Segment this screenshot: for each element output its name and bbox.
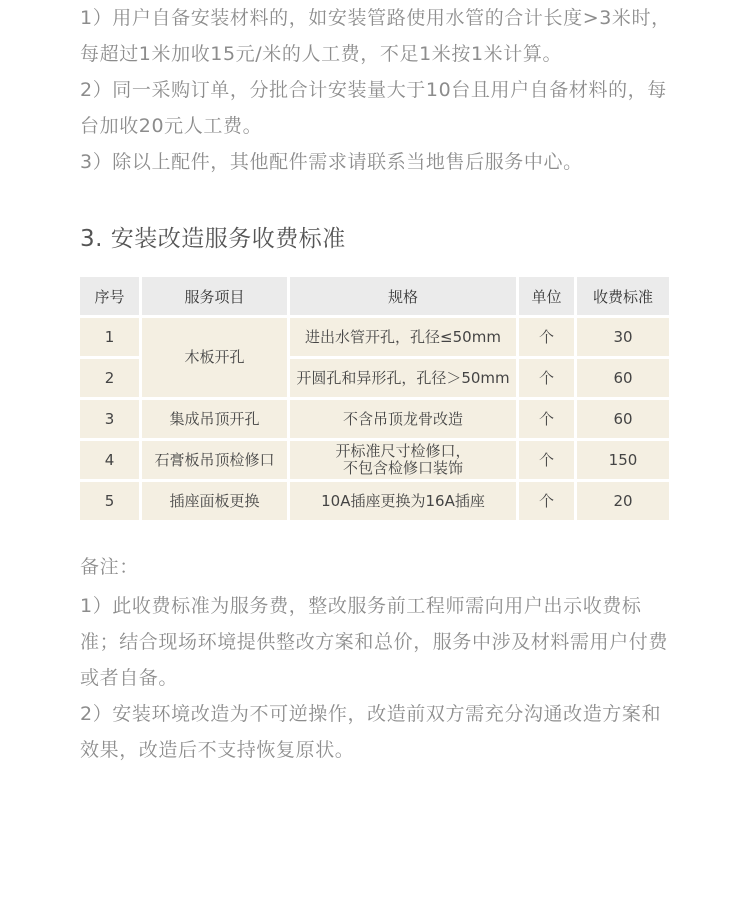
cell-fee: 60: [577, 400, 669, 438]
remarks-title: 备注：: [80, 556, 139, 578]
remark-2: 2）安装环境改造为不可逆操作，改造前双方需充分沟通改造方案和效果，改造后不支持恢复原状。: [80, 703, 662, 761]
cell-item: 插座面板更换: [142, 482, 287, 520]
header-unit: 单位: [519, 277, 574, 315]
cell-item: 石膏板吊顶检修口: [142, 441, 287, 479]
cell-no: 1: [80, 318, 139, 356]
cell-item: 集成吊顶开孔: [142, 400, 287, 438]
cell-unit: 个: [519, 441, 574, 479]
table-row: [80, 400, 669, 438]
cell-spec: 开圆孔和异形孔，孔径＞50mm: [290, 359, 516, 397]
cell-no: 2: [80, 359, 139, 397]
cell-spec: 不含吊顶龙骨改造: [290, 400, 516, 438]
cell-fee: 20: [577, 482, 669, 520]
cell-no: 4: [80, 441, 139, 479]
cell-spec: 进出水管开孔，孔径≤50mm: [290, 318, 516, 356]
fee-table: [77, 274, 672, 523]
cell-unit: 个: [519, 318, 574, 356]
cell-no: 3: [80, 400, 139, 438]
header-item: 服务项目: [142, 277, 287, 315]
cell-fee: 30: [577, 318, 669, 356]
cell-fee: 60: [577, 359, 669, 397]
table-row: [80, 482, 669, 520]
cell-item: 木板开孔: [142, 318, 287, 397]
header-spec: 规格: [290, 277, 516, 315]
section-title: 3. 安装改造服务收费标准: [80, 226, 346, 252]
cell-unit: 个: [519, 482, 574, 520]
cell-unit: 个: [519, 359, 574, 397]
cell-spec: [290, 441, 516, 479]
cell-spec-line: 开标准尺寸检修口，: [335, 442, 471, 460]
note-top-2: 2）同一采购订单，分批合计安装量大于10台且用户自备材料的，每台加收20元人工费。: [80, 79, 667, 137]
header-no: 序号: [80, 277, 139, 315]
remark-1: 1）此收费标准为服务费，整改服务前工程师需向用户出示收费标准；结合现场环境提供整改方案和总价，服务中涉及材料需用户付费或者自备。: [80, 595, 669, 689]
cell-spec-line: 不包含检修口装饰: [342, 459, 463, 477]
table-row: [80, 318, 669, 356]
cell-no: 5: [80, 482, 139, 520]
header-fee: 收费标准: [577, 277, 669, 315]
cell-spec: 10A插座更换为16A插座: [290, 482, 516, 520]
note-top-1: 1）用户自备安装材料的，如安装管路使用水管的合计长度>3米时，每超过1米加收15元/米的人工费，不足1米按1米计算。: [80, 7, 671, 65]
cell-fee: 150: [577, 441, 669, 479]
table-header-row: [80, 277, 669, 315]
table-row: [80, 441, 669, 479]
note-top-3: 3）除以上配件，其他配件需求请联系当地售后服务中心。: [80, 151, 583, 173]
cell-unit: 个: [519, 400, 574, 438]
